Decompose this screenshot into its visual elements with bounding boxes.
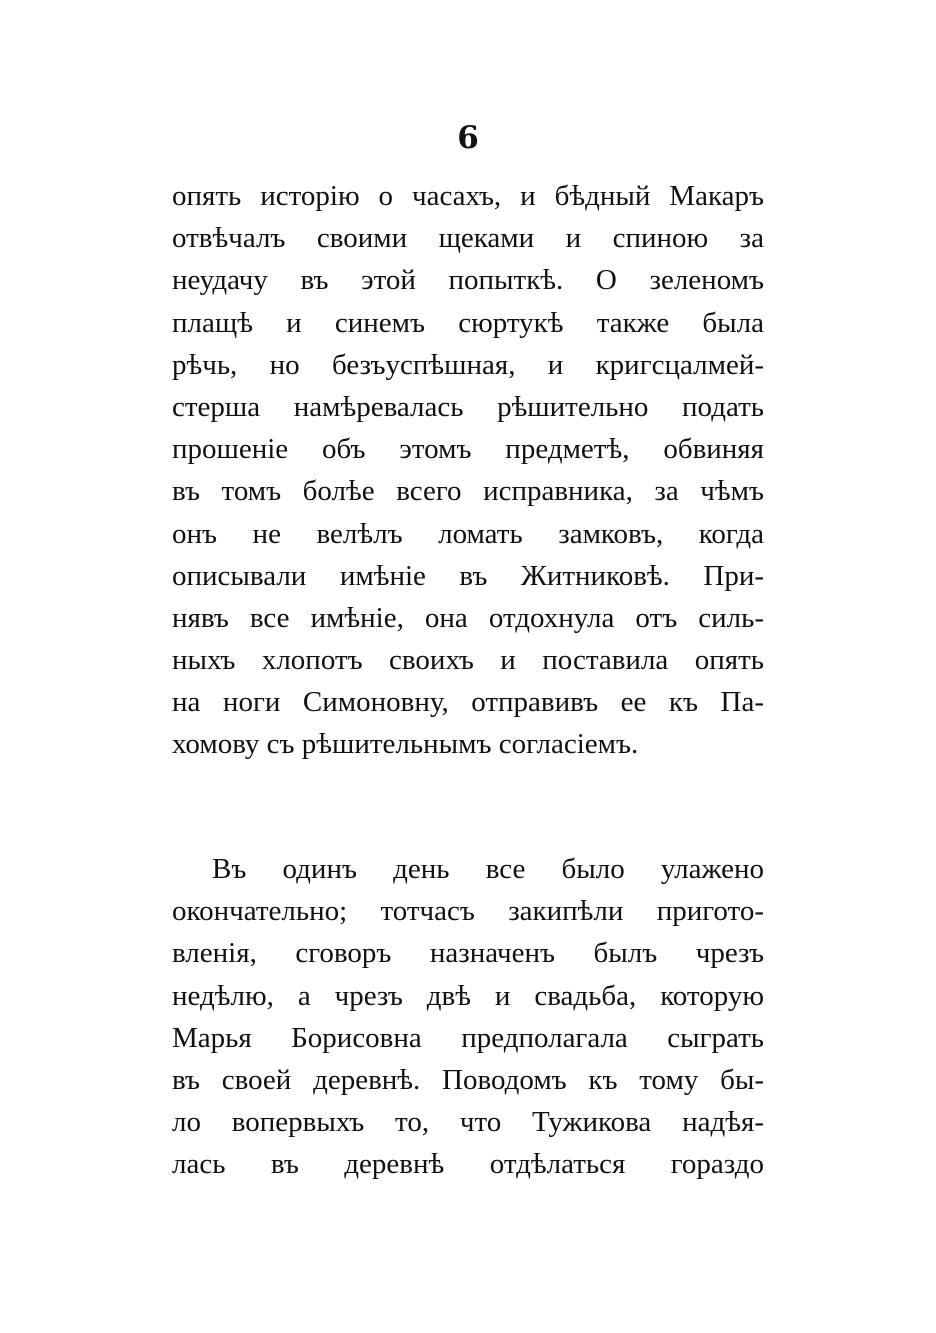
text-line: описывали имѣніе въ Житниковѣ. При- xyxy=(172,559,764,592)
text-line: прошеніе объ этомъ предметѣ, обвиняя xyxy=(172,433,764,466)
text-line: плащѣ и синемъ сюртукѣ также была xyxy=(172,306,764,339)
text-line: недѣлю, а чрезъ двѣ и свадьба, которую xyxy=(172,979,764,1012)
text-line: въ томъ болѣе всего исправника, за чѣмъ xyxy=(172,475,764,508)
text-line: нявъ все имѣніе, она отдохнула отъ силь- xyxy=(172,601,764,634)
text-line: хомову съ рѣшительнымъ согласіемъ. xyxy=(172,728,639,761)
text-line: въ своей деревнѣ. Поводомъ къ тому бы- xyxy=(172,1063,764,1096)
text-line: на ноги Симоновну, отправивъ ее къ Па- xyxy=(172,686,764,719)
text-line: отвѣчалъ своими щеками и спиною за xyxy=(172,222,764,255)
paragraph xyxy=(172,175,764,766)
text-line: онъ не велѣлъ ломать замковъ, когда xyxy=(172,517,764,550)
text-line: окончательно; тотчасъ закипѣли пригото- xyxy=(172,895,764,928)
text-line: ло вопервыхъ то, что Тужикова надѣя- xyxy=(172,1106,764,1139)
text-line: вленія, сговоръ назначенъ былъ чрезъ xyxy=(172,937,764,970)
text-line: лась въ деревнѣ отдѣлаться гораздо xyxy=(172,1148,764,1181)
paragraph xyxy=(172,848,764,1186)
text-line: Марья Борисовна предполагала сыграть xyxy=(172,1021,764,1054)
text-line: неудачу въ этой попыткѣ. О зеленомъ xyxy=(172,264,764,297)
text-line: опять исторію о часахъ, и бѣдный Макаръ xyxy=(172,180,764,212)
text-line: ныхъ хлопотъ своихъ и поставила опять xyxy=(172,644,764,677)
text-line: рѣчь, но безъуспѣшная, и кригсцалмей- xyxy=(172,348,764,381)
text-line: Въ одинъ день все было улажено xyxy=(212,853,764,885)
page-number: 6 xyxy=(457,120,479,156)
text-line: стерша намѣревалась рѣшительно подать xyxy=(172,390,764,423)
